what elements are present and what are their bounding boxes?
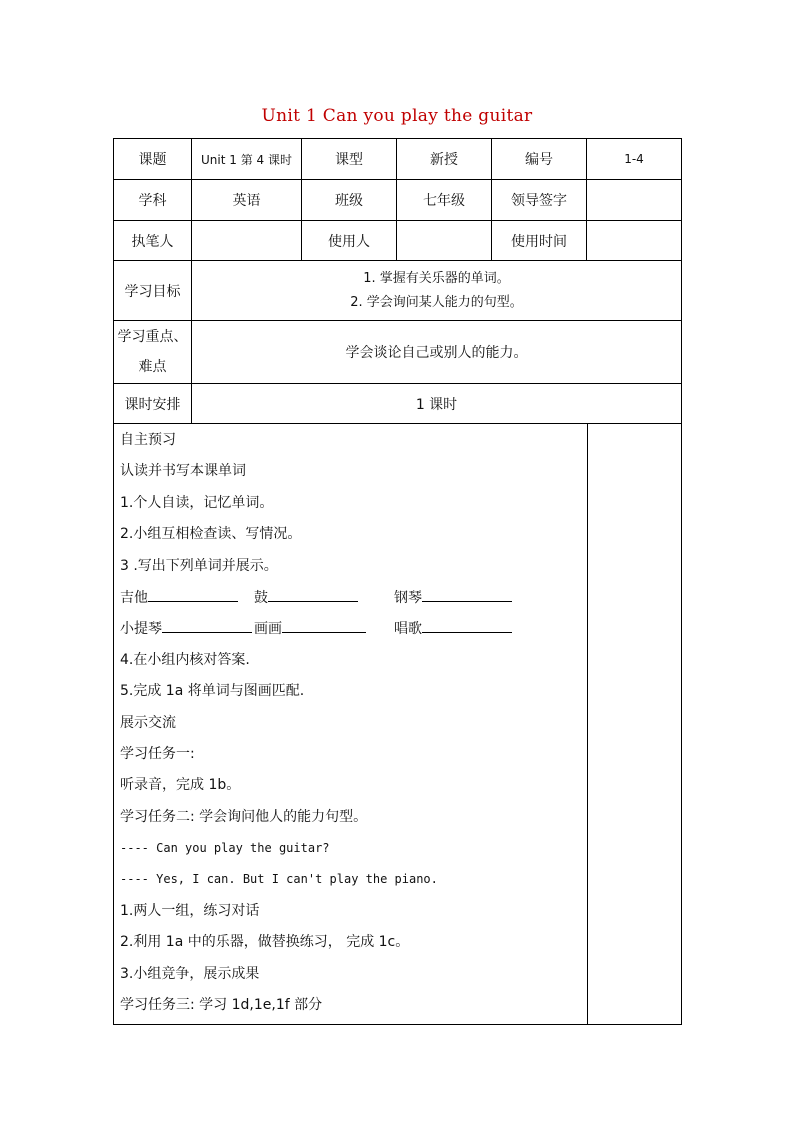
word-prompt: 画画 [254,621,282,638]
content-line: 听录音，完成 1b。 [120,777,241,794]
content-line: 4.在小组内核对答案. [120,651,250,668]
answer-blank[interactable] [268,585,358,602]
answer-blank[interactable] [422,585,512,602]
label-number: 编号 [492,139,587,180]
label-class: 班级 [302,180,397,221]
focus-difficulty: 学会谈论自己或别人的能力。 [192,321,682,384]
content-line: 认读并书写本课单词 [120,463,246,480]
task-heading: 学习任务二: 学会询问他人的能力句型。 [120,808,368,825]
answer-blank[interactable] [422,616,512,633]
label-use-time: 使用时间 [492,221,587,261]
goals-row [114,261,682,321]
word-prompt: 小提琴 [120,621,162,638]
label-user: 使用人 [302,221,397,261]
section-presentation: 展示交流 [120,714,176,731]
focus-label-line: 学习重点、 [117,329,188,345]
header-row-1 [114,139,682,180]
answer-blank[interactable] [162,616,252,633]
value-class: 七年级 [397,180,492,221]
value-number: 1-4 [587,139,682,180]
section-self-preview: 自主预习 [120,432,176,448]
label-lesson-type: 课型 [302,139,397,180]
label-focus-difficulty [114,321,192,384]
dialogue-line: ---- Yes, I can. But I can't play the piano. [120,872,438,887]
value-lesson-type: 新授 [397,139,492,180]
task-heading: 学习任务一: [120,745,195,762]
value-user [397,221,492,261]
word-prompt: 吉他 [120,589,148,606]
label-lesson-hours: 课时安排 [114,384,192,424]
value-lesson-topic: Unit 1 第 4 课时 [192,139,302,180]
value-subject: 英语 [192,180,302,221]
answer-blank[interactable] [148,585,238,602]
lesson-hours: 1 课时 [192,384,682,424]
main-content [114,424,588,1025]
word-prompt: 鼓 [254,589,268,606]
content-line: 3 .写出下列单词并展示。 [120,557,278,574]
header-table [113,138,682,424]
label-author: 执笔人 [114,221,192,261]
goal-item: 1. 掌握有关乐器的单词。 [363,270,510,286]
content-line: 1.两人一组，练习对话 [120,902,260,919]
answer-blank[interactable] [282,616,366,633]
goal-item: 2. 学会询问某人能力的句型。 [350,294,523,310]
word-prompt: 唱歌 [394,621,422,638]
page-title: Unit 1 Can you play the guitar [261,106,533,126]
task-heading: 学习任务三: 学习 1d,1e,1f 部分 [120,997,323,1014]
word-blank-row [120,616,587,647]
content-line: 3.小组竞争，展示成果 [120,965,260,982]
value-leader-signature [587,180,682,221]
notes-column [588,424,682,1025]
label-subject: 学科 [114,180,192,221]
label-learning-goals: 学习目标 [114,261,192,321]
label-leader-signature: 领导签字 [492,180,587,221]
focus-row [114,321,682,384]
content-line: 2.小组互相检查读、写情况。 [120,526,302,543]
content-line: 5.完成 1a 将单词与图画匹配. [120,683,305,700]
header-row-2 [114,180,682,221]
header-row-3 [114,221,682,261]
content-line: 2.利用 1a 中的乐器，做替换练习， 完成 1c。 [120,934,410,951]
word-blank-row [120,585,587,616]
word-prompt: 钢琴 [394,589,422,606]
content-line: 1.个人自读，记忆单词。 [120,494,274,511]
label-lesson-topic: 课题 [114,139,192,180]
value-use-time [587,221,682,261]
dialogue-line: ---- Can you play the guitar? [120,841,330,856]
hours-row [114,384,682,424]
focus-label-line: 难点 [138,359,167,375]
content-table [113,423,682,1025]
value-author [192,221,302,261]
learning-goals [192,261,682,321]
